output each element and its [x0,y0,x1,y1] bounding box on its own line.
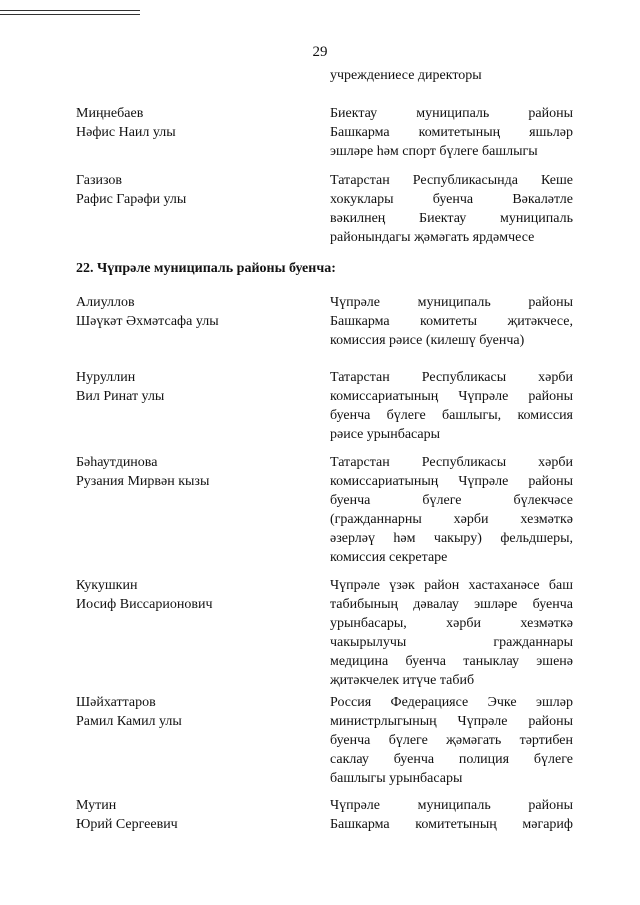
role-line: Россия Федерациясе Эчке эшләр [330,695,573,710]
role-line: Чүпрәле муниципаль районы [330,798,573,813]
role-line: медицина буенча таныклау эшенә [330,654,573,669]
surname: Алиуллов [76,295,135,310]
given-name: Иосиф Виссарионович [76,597,213,612]
role-line: Башкарма комитетының яшьләр [330,125,573,140]
role-description [330,104,573,161]
role-line: Башкарма комитетының мәгариф [330,817,573,832]
surname: Мутин [76,798,117,813]
given-name: Рафис Гарәфи улы [76,192,187,207]
continuation-line: учреждениесе директоры [330,68,482,83]
role-line: урынбасары, хәрби хезмәткә [330,616,573,631]
person-name [76,453,316,491]
given-name: Шәүкәт Әхмәтсафа улы [76,314,219,329]
page-number: 29 [312,44,328,60]
person-name [76,368,316,406]
role-line: комиссариатының Чүпрәле районы [330,389,573,404]
given-name: Вил Ринат улы [76,389,165,404]
role-line: (гражданнарны хәрби хезмәткә [330,512,573,527]
person-name [76,293,316,331]
role-line: комиссариатының Чүпрәле районы [330,474,573,489]
role-line: Татарстан Республикасында Кеше [330,173,573,188]
role-line: җитәкчелек итүче табиб [330,673,475,688]
role-description [330,368,573,444]
given-name: Рамил Камил улы [76,714,182,729]
given-name: Рузания Мирвән кызы [76,474,210,489]
section-heading: 22. Чүпрәле муниципаль районы буенча: [76,261,336,276]
role-line: рәисе урынбасары [330,427,441,442]
role-line: саклау буенча полиция бүлеге [330,752,573,767]
surname: Газизов [76,173,123,188]
role-line: буенча бүлеге җәмәгать тәртибен [330,733,573,748]
role-line: буенча бүлеге башлыгы, комиссия [330,408,573,423]
role-description [330,453,573,567]
role-line: районындагы җәмәгать ярдәмчесе [330,230,535,245]
role-description [330,171,573,247]
surname: Кукушкин [76,578,138,593]
surname: Нуруллин [76,370,136,385]
role-description [330,693,573,788]
surname: Шәйхаттаров [76,695,156,710]
role-line: Татарстан Республикасы хәрби [330,455,573,470]
person-name [76,171,316,209]
role-line: Башкарма комитеты җитәкчесе, [330,314,573,329]
role-line: Чүпрәле муниципаль районы [330,295,573,310]
role-line: эшләре һәм спорт бүлеге башлыгы [330,144,538,159]
role-line: комиссия секретаре [330,550,448,565]
scan-edge-mark [0,10,140,15]
role-description [330,796,573,834]
role-line: әзерләү һәм чакыру) фельдшеры, [330,531,573,546]
given-name: Нәфис Наил улы [76,125,176,140]
person-name [76,104,316,142]
role-line: вәкилнең Биектау муниципаль [330,211,573,226]
role-line: Татарстан Республикасы хәрби [330,370,573,385]
role-line: буенча бүлеге бүлекчәсе [330,493,573,508]
role-line: Чүпрәле үзәк район хастаханәсе баш [330,578,573,593]
role-line: хокуклары буенча Вәкаләтле [330,192,573,207]
role-line: башлыгы урынбасары [330,771,463,786]
person-name [76,576,316,614]
role-line: министрлыгының Чүпрәле районы [330,714,573,729]
person-name [76,693,316,731]
given-name: Юрий Сергеевич [76,817,178,832]
role-line: Биектау муниципаль районы [330,106,573,121]
role-line: чакырылучы гражданнары [330,635,573,650]
surname: Миңнебаев [76,106,144,121]
role-description [330,293,573,350]
role-line: табибының дәвалау эшләре буенча [330,597,573,612]
person-name [76,796,316,834]
role-line: комиссия рәисе (килешү буенча) [330,333,525,348]
surname: Бәһаутдинова [76,455,158,470]
role-description [330,576,573,690]
